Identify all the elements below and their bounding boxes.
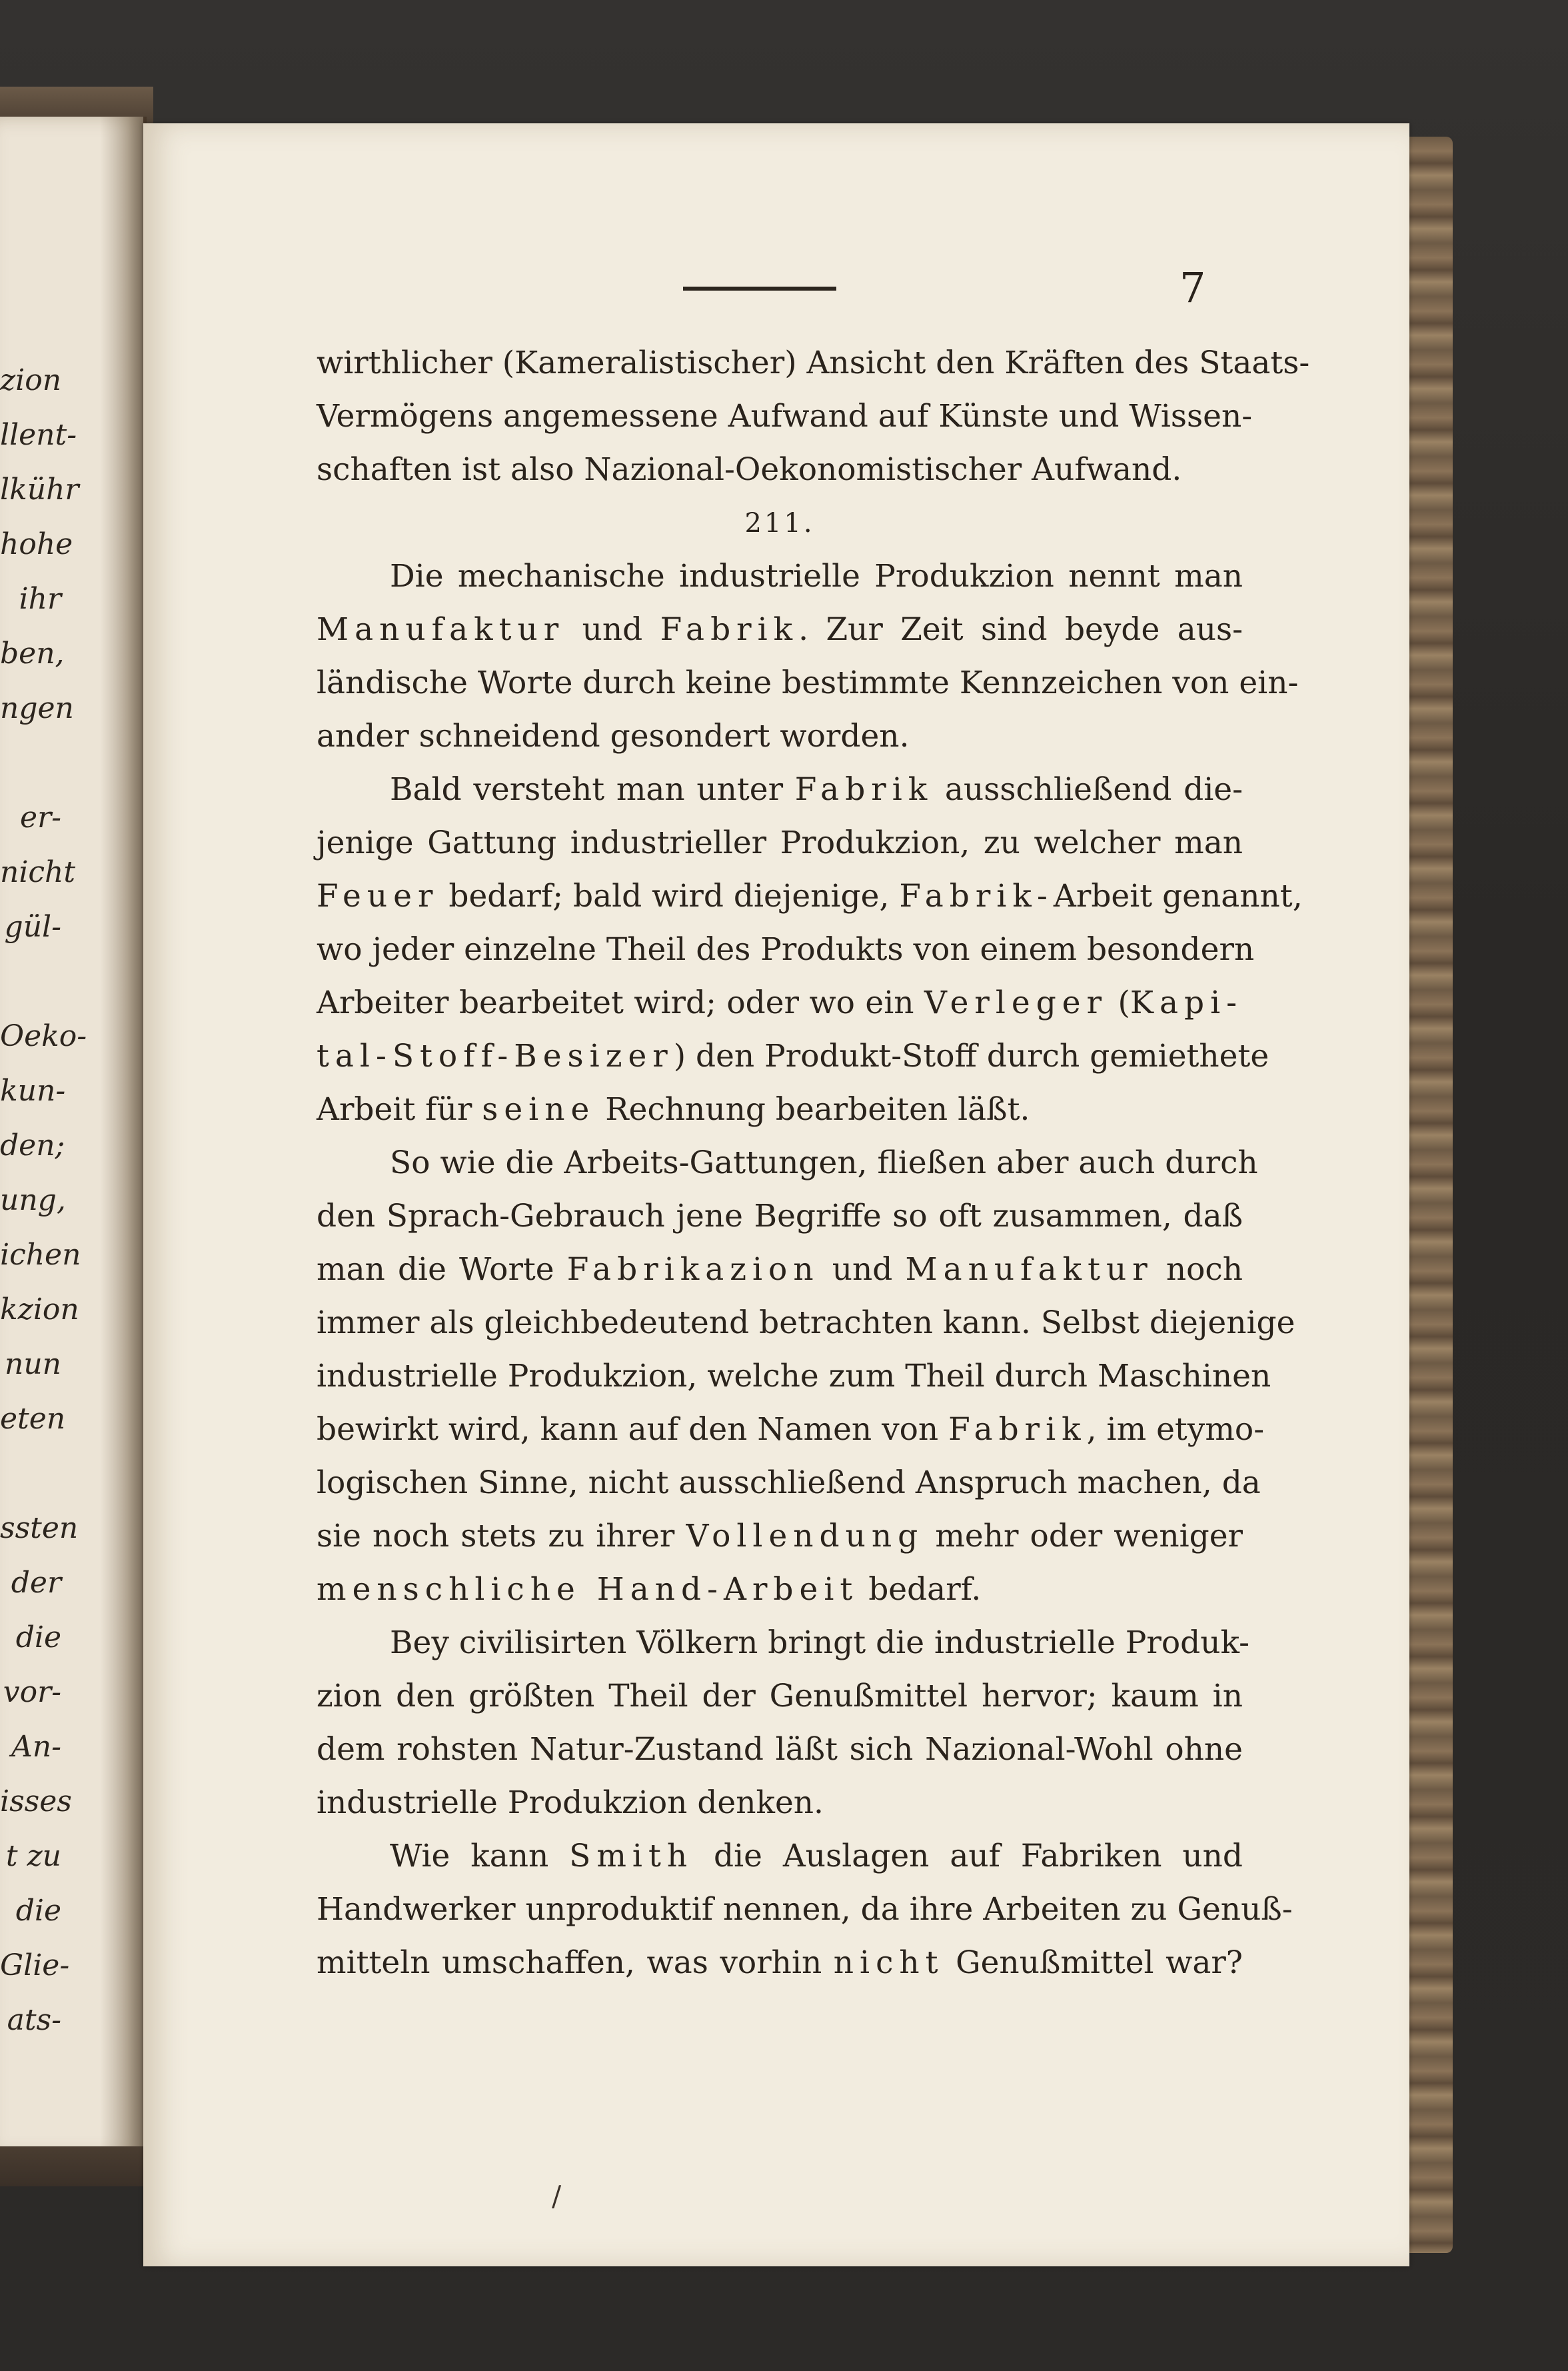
text-span: bedarf; bald wird diejenige, xyxy=(438,878,900,915)
left-page-fragment: kun- xyxy=(0,1074,66,1108)
spaced-term: Fabrikazion xyxy=(566,1251,820,1288)
page-number: 7 xyxy=(1179,263,1206,312)
text-line xyxy=(317,1563,1243,1616)
spaced-term: Manufaktur xyxy=(317,611,565,648)
text-line: ander schneidend gesondert worden. xyxy=(317,718,910,755)
left-page-fragment: t zu xyxy=(5,1839,61,1873)
text-line xyxy=(317,1030,1269,1083)
left-page-fragment: Glie- xyxy=(0,1948,70,1982)
left-page-fragment: zion xyxy=(0,363,62,397)
text-span: ausschließend die- xyxy=(933,771,1243,808)
left-cover-edge-bottom xyxy=(0,2146,150,2186)
text-line xyxy=(317,1510,1243,1563)
left-page-fragment: vor- xyxy=(3,1675,61,1709)
left-page-fragment: er- xyxy=(20,801,61,835)
spaced-term: Kapi- xyxy=(1130,985,1243,1021)
fragment-gap xyxy=(0,955,61,1009)
footer-mark: / xyxy=(552,2180,562,2212)
text-line: Handwerker unproduktif nennen, da ihre Arbeiten zu Genuß- xyxy=(317,1891,1293,1928)
left-page-fragment: der xyxy=(11,1566,61,1600)
text-span: . Zur Zeit sind beyde aus- xyxy=(798,611,1243,648)
left-page-fragment: eten xyxy=(0,1402,66,1436)
fragment-gap xyxy=(0,736,61,791)
left-page-fragment: ben, xyxy=(0,637,65,671)
text-line xyxy=(317,1936,1243,1990)
text-span: Arbeit für xyxy=(317,1091,482,1128)
left-page-fragment: ichen xyxy=(0,1238,81,1272)
text-span: Wie kann xyxy=(390,1838,570,1874)
text-span: Rechnung bearbeiten läßt. xyxy=(595,1091,1030,1128)
text-line: jenige Gattung industrieller Produkzion, zu welcher man xyxy=(317,825,1243,861)
text-line xyxy=(317,763,1243,817)
spaced-term: Verleger xyxy=(924,985,1108,1021)
text-span: ( xyxy=(1108,985,1130,1021)
text-span: mitteln umschaffen, was vorhin xyxy=(317,1944,834,1981)
text-line: wo jeder einzelne Theil des Produkts von einem besondern xyxy=(317,931,1255,968)
text-line: dem rohsten Natur-Zustand läßt sich Nazional-Wohl ohne xyxy=(317,1731,1243,1768)
text-span: Arbeiter bearbeitet wird; oder wo ein xyxy=(317,985,924,1021)
text-line xyxy=(317,1243,1243,1296)
text-span: noch xyxy=(1153,1251,1243,1288)
left-page-fragment: die xyxy=(15,1894,61,1928)
text-line: ländische Worte durch keine bestimmte Kennzeichen von ein- xyxy=(317,665,1299,701)
text-span: Bald versteht man unter xyxy=(390,771,795,808)
text-line: logischen Sinne, nicht ausschließend Anspruch machen, da xyxy=(317,1464,1261,1501)
left-page-fragment: ssten xyxy=(0,1511,79,1545)
text-line xyxy=(317,870,1303,923)
left-page-fragment: den; xyxy=(0,1129,65,1163)
text-line xyxy=(317,603,1243,657)
left-page-fragment: Oeko- xyxy=(0,1019,87,1053)
left-page-fragment: die xyxy=(15,1620,61,1654)
text-line xyxy=(317,1083,1243,1137)
spaced-term: seine xyxy=(482,1091,596,1128)
text-span: und xyxy=(564,611,660,648)
right-book-edge xyxy=(1403,137,1453,2253)
left-page-fragment: An- xyxy=(11,1730,61,1764)
section-number: 211. xyxy=(744,508,815,539)
text-span: , im etymo- xyxy=(1086,1411,1265,1448)
left-page-fragment: nicht xyxy=(0,855,76,889)
spaced-term: tal-Stoff-Besizer xyxy=(317,1038,674,1075)
text-line: schaften ist also Nazional-Oekonomistischer Aufwand. xyxy=(317,451,1182,488)
left-page-fragment: ung, xyxy=(0,1183,66,1217)
text-line xyxy=(317,1403,1265,1456)
spaced-term: Fabrik xyxy=(660,611,799,648)
spaced-term: Feuer xyxy=(317,878,439,915)
text-span: sie noch stets zu ihrer xyxy=(317,1518,686,1554)
left-page-fragment: lkühr xyxy=(0,473,79,507)
text-line: immer als gleichbedeutend betrachten kann. Selbst diejenige xyxy=(317,1304,1295,1341)
text-span: mehr oder weniger xyxy=(924,1518,1243,1554)
spaced-term: Vollendung xyxy=(686,1518,924,1554)
left-binding-shadow xyxy=(100,117,147,2156)
text-span: bedarf. xyxy=(858,1571,982,1608)
text-line xyxy=(317,977,1243,1030)
text-line xyxy=(317,1830,1243,1883)
text-span: die Auslagen auf Fabriken und xyxy=(693,1838,1243,1874)
text-span: Genußmittel war? xyxy=(944,1944,1243,1981)
left-page-fragment: gül- xyxy=(4,910,61,944)
text-line: den Sprach-Gebrauch jene Begriffe so oft zusammen, daß xyxy=(317,1198,1243,1234)
text-span: man die Worte xyxy=(317,1251,567,1288)
text-span: bewirkt wird, kann auf den Namen von xyxy=(317,1411,949,1448)
page-text xyxy=(317,337,1310,1990)
text-line: zion den größten Theil der Genußmittel hervor; kaum in xyxy=(317,1678,1243,1714)
left-page-fragments xyxy=(0,353,87,2048)
text-line: industrielle Produkzion denken. xyxy=(317,1784,824,1821)
spaced-term: Manufaktur xyxy=(905,1251,1154,1288)
left-page-fragment: ngen xyxy=(0,691,74,725)
text-line: Vermögens angemessene Aufwand auf Künste und Wissen- xyxy=(317,398,1253,435)
left-page-fragment: nun xyxy=(4,1347,61,1381)
left-page-fragment: hohe xyxy=(0,527,73,561)
spaced-term: Fabrik xyxy=(948,1411,1087,1448)
text-line: Bey civilisirten Völkern bringt die industrielle Produk- xyxy=(390,1624,1250,1661)
left-page-fragment: ats- xyxy=(7,2003,61,2037)
spaced-term: Fabrik- xyxy=(899,878,1054,915)
spaced-term: Smith xyxy=(569,1838,694,1874)
text-span: und xyxy=(819,1251,906,1288)
spaced-term: Fabrik xyxy=(794,771,934,808)
text-span: Arbeit genannt, xyxy=(1053,878,1303,915)
text-line: wirthlicher (Kameralistischer) Ansicht den Kräften des Staats- xyxy=(317,345,1310,381)
text-line: industrielle Produkzion, welche zum Theil durch Maschinen xyxy=(317,1358,1271,1394)
spaced-term: nicht xyxy=(833,1944,944,1981)
left-page-fragment: llent- xyxy=(0,418,77,452)
fragment-gap xyxy=(0,1446,61,1501)
text-line: Die mechanische industrielle Produkzion nennt man xyxy=(390,558,1243,595)
text-line: So wie die Arbeits-Gattungen, fließen aber auch durch xyxy=(390,1145,1258,1181)
header-rule xyxy=(683,287,836,291)
text-span: ) den Produkt-Stoff durch gemiethete xyxy=(673,1038,1269,1075)
left-page-fragment: isses xyxy=(0,1784,72,1818)
left-page-fragment: kzion xyxy=(0,1292,79,1326)
left-page-fragment: ihr xyxy=(19,582,61,616)
spaced-term: menschliche Hand-Arbeit xyxy=(317,1571,859,1608)
